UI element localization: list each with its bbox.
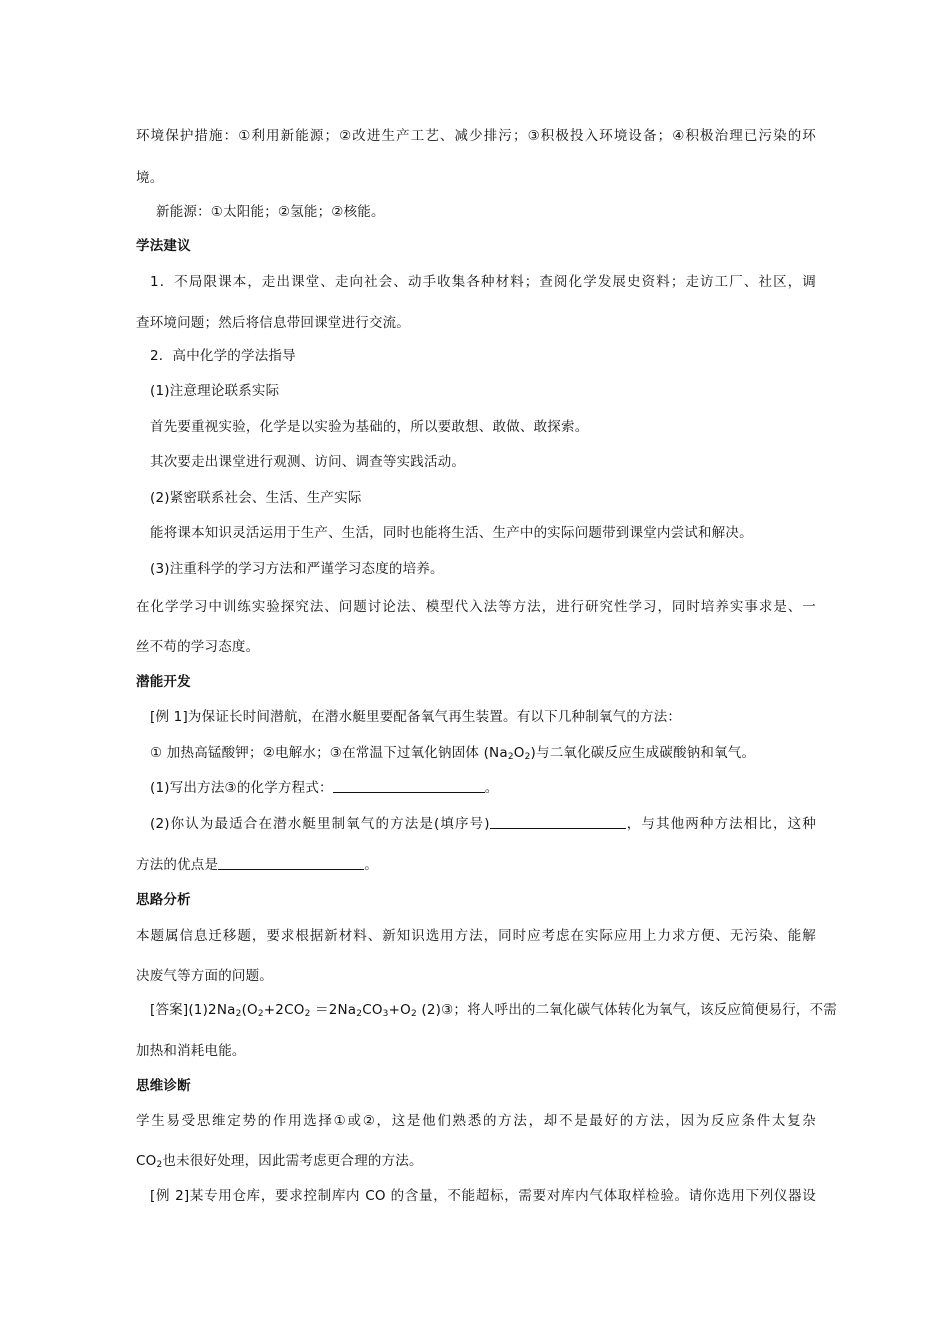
env-line-1: 环境保护措施：①利用新能源；②改进生产工艺、减少排污；③积极投入环境设备；④积极治理已污染的环 bbox=[136, 128, 816, 144]
example-1: [例 1]为保证长时间潜航，在潜水艇里要配备氧气再生装置。有以下几种制氧气的方法： bbox=[150, 709, 682, 725]
oxygen-methods: ① 加热高锰酸钾；②电解水；③在常温下过氧化钠固体 $(Na_2O_2)$与二氧化碳反应生成碳酸钠和氧气。 bbox=[150, 745, 756, 762]
answer-blank-1[interactable] bbox=[333, 779, 485, 793]
diagnosis-line-2: $CO_2$也未很好处理，因此需考虑更合理的方法。 bbox=[136, 1153, 423, 1170]
answer-line-2: 加热和消耗电能。 bbox=[136, 1043, 246, 1059]
sub-point-3a: 在化学学习中训练实验探究法、问题讨论法、模型代入法等方法，进行研究性学习，同时培养实事求是、一 bbox=[136, 599, 816, 615]
question-2: (2)你认为最适合在潜水艇里制氧气的方法是(填序号) ，与其他两种方法相比，这种 bbox=[150, 816, 816, 832]
diagnosis-line-1: 学生易受思维定势的作用选择①或②，这是他们熟悉的方法，却不是最好的方法，因为反应条件太复杂 bbox=[136, 1113, 816, 1129]
analysis-heading: 思路分析 bbox=[136, 892, 191, 908]
sub-point-2: (2)紧密联系社会、生活、生产实际 bbox=[150, 490, 362, 506]
answer-line: [答案]$(1)2Na_2(O_2+2CO_2 =2Na_2CO_3+O_2$ (2)③；将人呼出的二氧化碳气体转化为氧气，该反应简便易行，不需 bbox=[150, 1002, 837, 1019]
answer-blank-2[interactable] bbox=[490, 815, 626, 829]
diagnosis-heading: 思维诊断 bbox=[136, 1078, 191, 1094]
sub-point-2a: 能将课本知识灵活运用于生产、生活，同时也能将生活、生产中的实际问题带到课堂内尝试和解决。 bbox=[150, 525, 753, 541]
study-point-1b: 查环境问题；然后将信息带回课堂进行交流。 bbox=[136, 315, 410, 331]
analysis-line-2: 决废气等方面的问题。 bbox=[136, 968, 273, 984]
env-line-2: 境。 bbox=[136, 170, 164, 186]
question-2-advantage: 方法的优点是 。 bbox=[136, 857, 378, 873]
sub-point-1: (1)注意理论联系实际 bbox=[150, 383, 280, 399]
potential-heading: 潜能开发 bbox=[136, 674, 191, 690]
analysis-line-1: 本题属信息迁移题，要求根据新材料、新知识选用方法，同时应考虑在实际应用上力求方便、无污染、能解 bbox=[136, 928, 816, 944]
example-2: [例 2]某专用仓库，要求控制库内 CO 的含量，不能超标，需要对库内气体取样检验。请你选用下列仪器设 bbox=[150, 1188, 816, 1204]
study-heading: 学法建议 bbox=[136, 238, 191, 254]
study-point-2: 2．高中化学的学法指导 bbox=[150, 348, 296, 364]
sub-point-3b: 丝不苟的学习态度。 bbox=[136, 639, 260, 655]
new-energy-line: 新能源：①太阳能；②氢能；②核能。 bbox=[156, 204, 385, 220]
sub-point-1b: 其次要走出课堂进行观测、访问、调查等实践活动。 bbox=[150, 454, 466, 470]
sub-point-1a: 首先要重视实验，化学是以实验为基础的，所以要敢想、敢做、敢探索。 bbox=[150, 419, 589, 435]
sub-point-3: (3)注重科学的学习方法和严谨学习态度的培养。 bbox=[150, 561, 444, 577]
question-1: (1)写出方法③的化学方程式： 。 bbox=[150, 780, 499, 796]
answer-blank-3[interactable] bbox=[218, 856, 364, 870]
study-point-1a: 1．不局限课本，走出课堂、走向社会、动手收集各种材料；查阅化学发展史资料；走访工厂、社区，调 bbox=[150, 274, 816, 290]
